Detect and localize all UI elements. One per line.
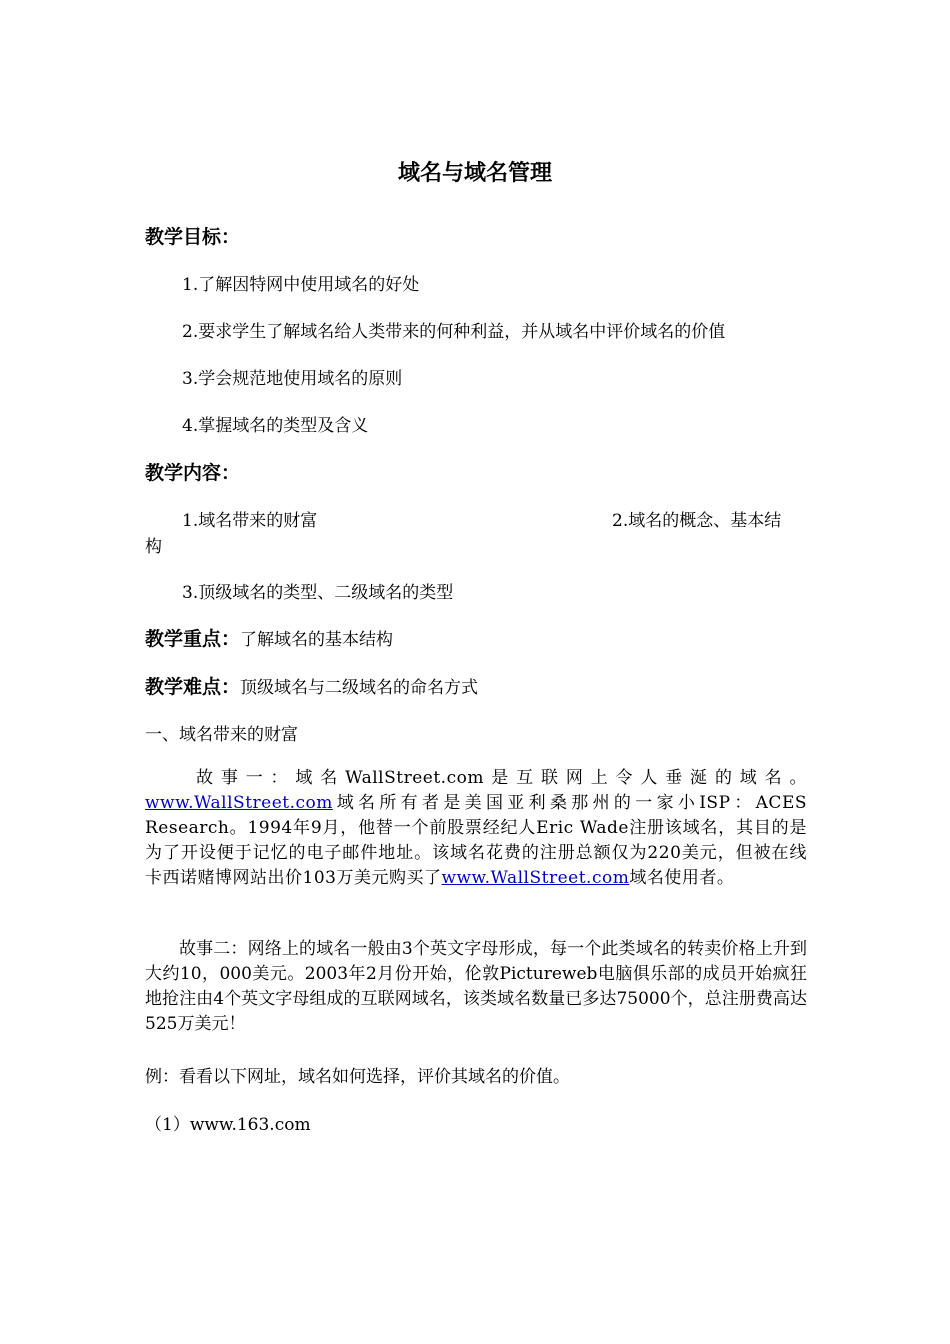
content-item-2: 2.域名的概念、基本结 [612,511,782,531]
story-2-paragraph: 故事二：网络上的域名一般由3个英文字母形成，每一个此类域名的转卖价格上升到大约10，000美元。2003年2月份开始，伦敦Pictureweb电脑俱乐部的成员开始疯狂地抢注由4个英文字母组成的互联网域名，该类域名数量已多达75000个，总注册费高达525万美元！ [145,939,807,1034]
content-heading: 教学内容： [145,462,241,484]
keypoint-text: 了解域名的基本结构 [240,630,394,650]
objective-item-2: 2.要求学生了解域名给人类带来的何种利益，并从域名中评价域名的价值 [182,322,726,342]
difficulty-text: 顶级域名与二级域名的命名方式 [240,678,479,698]
objective-item-1: 1.了解因特网中使用域名的好处 [182,275,420,295]
example-intro: 例：看看以下网址，域名如何选择，评价其域名的价值。 [145,1067,570,1087]
story-1-text-3: 域名使用者。 [629,868,735,888]
content-item-2-wrap: 构 [145,537,162,557]
story-1-text-1: 故事一：域名WallStreet.com是互联网上令人垂涎的域名。 [196,768,807,788]
story-1-text-2: 域名所有者是美国亚利桑那州的一家小ISP：ACES Research。1994年9月，他替一个前股票经纪人Eric Wade注册该域名，其目的是为了开设便于记忆的电子邮件地址。该域名花费的注册总额仅为220美元，但被在线卡西诺赌博网站出价103万美元购买了 [145,793,807,888]
objective-item-3: 3.学会规范地使用域名的原则 [182,369,403,389]
content-item-1: 1.域名带来的财富 [182,511,318,531]
wallstreet-link-1[interactable]: www.WallStreet.com [145,793,333,813]
objectives-heading: 教学目标： [145,226,241,248]
story-1-paragraph [145,766,807,891]
difficulty-heading [145,672,478,699]
example-item-1: （1）www.163.com [145,1115,311,1135]
objective-item-4: 4.掌握域名的类型及含义 [182,416,369,436]
page-title: 域名与域名管理 [397,161,552,186]
difficulty-label: 教学难点： [145,676,241,698]
content-item-3: 3.顶级域名的类型、二级域名的类型 [182,583,454,603]
keypoint-label: 教学重点： [145,628,241,650]
section-1-title: 一、域名带来的财富 [145,725,298,745]
keypoint-heading [145,624,393,651]
wallstreet-link-2[interactable]: www.WallStreet.com [441,868,630,888]
